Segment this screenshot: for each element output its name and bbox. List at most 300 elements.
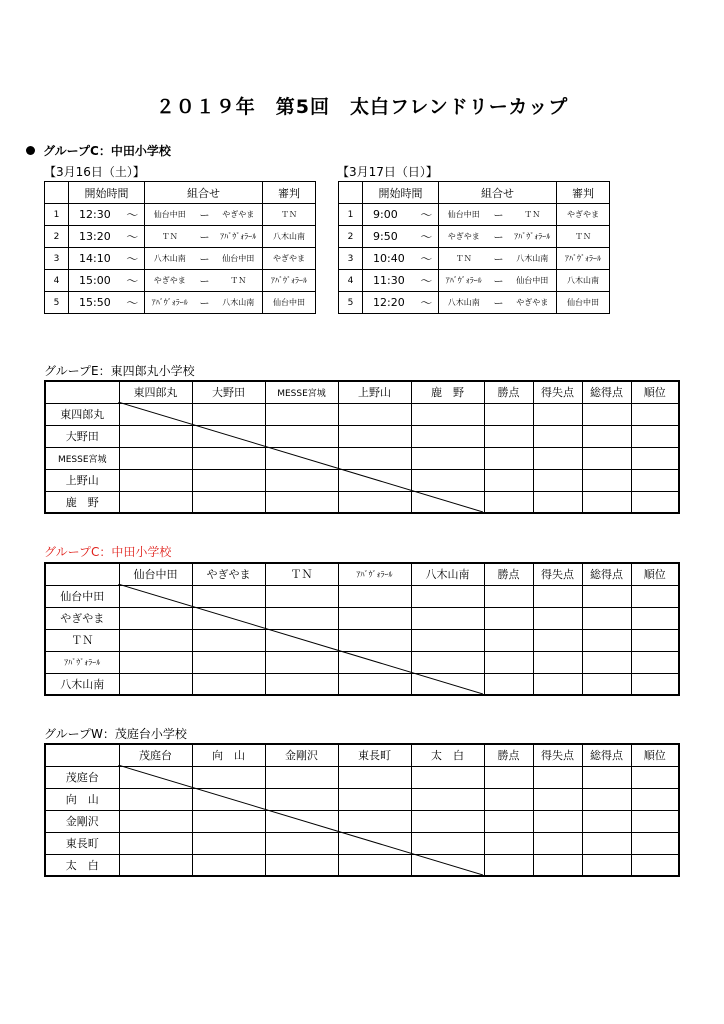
score-cell: [338, 651, 411, 673]
header-referee: 審判: [557, 182, 610, 204]
stat-header: 勝点: [484, 744, 533, 766]
table-row: [45, 788, 679, 810]
score-cell: [631, 491, 679, 513]
match-number: 3: [45, 248, 69, 270]
score-cell: [192, 651, 265, 673]
grid-header-row: [45, 563, 679, 585]
score-cell: [484, 585, 533, 607]
score-cell: [411, 491, 484, 513]
referee: やぎやま: [557, 204, 610, 226]
column-team: ｱﾊﾞｳﾞｫﾗｰﾙ: [338, 563, 411, 585]
header-start-time: 開始時間: [69, 182, 145, 204]
score-cell: [119, 469, 192, 491]
score-cell: [265, 651, 338, 673]
versus-dash: ー: [195, 248, 215, 270]
column-team: 向 山: [192, 744, 265, 766]
table-row: [45, 673, 679, 695]
tilde-separator: ～: [121, 270, 145, 292]
score-cell: [411, 673, 484, 695]
team-a: やぎやま: [145, 270, 195, 292]
score-cell: [484, 673, 533, 695]
score-cell: [192, 854, 265, 876]
score-cell: [631, 403, 679, 425]
schedule-row: [339, 270, 610, 292]
start-time: 15:00: [69, 270, 121, 292]
team-a: 八木山南: [145, 248, 195, 270]
table-row: [45, 651, 679, 673]
tilde-separator: ～: [415, 248, 439, 270]
score-cell: [119, 810, 192, 832]
score-cell: [582, 585, 631, 607]
score-cell: [582, 832, 631, 854]
table-row: [45, 629, 679, 651]
score-cell: [338, 788, 411, 810]
team-b: 八木山南: [509, 248, 557, 270]
column-team: ＴＮ: [265, 563, 338, 585]
score-cell: [338, 491, 411, 513]
row-team: 向 山: [45, 788, 119, 810]
versus-dash: ー: [489, 204, 509, 226]
tilde-separator: ～: [415, 226, 439, 248]
score-cell: [484, 810, 533, 832]
score-cell: [533, 673, 582, 695]
team-a: ｱﾊﾞｳﾞｫﾗｰﾙ: [145, 292, 195, 314]
group-w-heading: グループW：茂庭台小学校: [44, 727, 187, 741]
score-cell: [631, 854, 679, 876]
schedule-header-row: [45, 182, 316, 204]
schedule-row: [339, 226, 610, 248]
versus-dash: ー: [489, 226, 509, 248]
column-team: MESSE宮城: [265, 381, 338, 403]
score-cell: [338, 447, 411, 469]
score-cell: [265, 832, 338, 854]
team-b: 仙台中田: [509, 270, 557, 292]
score-cell: [631, 766, 679, 788]
table-row: [45, 810, 679, 832]
score-cell: [411, 629, 484, 651]
header-no: [339, 182, 363, 204]
group-c-table: [44, 562, 680, 696]
start-time: 12:30: [69, 204, 121, 226]
score-cell: [484, 469, 533, 491]
stat-header: 得失点: [533, 563, 582, 585]
score-cell: [119, 425, 192, 447]
score-cell: [484, 651, 533, 673]
score-cell: [265, 447, 338, 469]
team-a: 仙台中田: [439, 204, 489, 226]
score-cell: [533, 491, 582, 513]
schedule-row: [339, 248, 610, 270]
header-start-time: 開始時間: [363, 182, 439, 204]
group-e-heading: グループE：東四郎丸小学校: [44, 364, 195, 378]
team-b: ｱﾊﾞｳﾞｫﾗｰﾙ: [509, 226, 557, 248]
score-cell: [411, 425, 484, 447]
score-cell: [411, 469, 484, 491]
stat-header: 総得点: [582, 563, 631, 585]
score-cell: [484, 788, 533, 810]
score-cell: [484, 491, 533, 513]
score-cell: [631, 832, 679, 854]
score-cell: [411, 585, 484, 607]
score-cell: [533, 651, 582, 673]
schedule-row: [45, 226, 316, 248]
group-c-schedule-heading: [26, 142, 171, 159]
stat-header: 順位: [631, 744, 679, 766]
versus-dash: ー: [489, 292, 509, 314]
score-cell: [192, 425, 265, 447]
tilde-separator: ～: [415, 204, 439, 226]
page-title: ２０１９年 第5回 太白フレンドリーカップ: [155, 96, 569, 118]
score-cell: [265, 810, 338, 832]
score-cell: [119, 607, 192, 629]
score-cell: [338, 607, 411, 629]
score-cell: [484, 425, 533, 447]
table-row: [45, 832, 679, 854]
team-b: ｱﾊﾞｳﾞｫﾗｰﾙ: [215, 226, 263, 248]
score-cell: [533, 585, 582, 607]
score-cell: [265, 854, 338, 876]
score-cell: [533, 607, 582, 629]
score-cell: [119, 651, 192, 673]
score-cell: [411, 854, 484, 876]
stat-header: 得失点: [533, 381, 582, 403]
score-cell: [192, 629, 265, 651]
start-time: 9:00: [363, 204, 415, 226]
score-cell: [411, 788, 484, 810]
versus-dash: ー: [195, 270, 215, 292]
team-b: やぎやま: [509, 292, 557, 314]
score-cell: [119, 832, 192, 854]
referee: ＴＮ: [263, 204, 316, 226]
group-e-table: [44, 380, 680, 514]
referee: 八木山南: [557, 270, 610, 292]
score-cell: [484, 854, 533, 876]
start-time: 13:20: [69, 226, 121, 248]
referee: ＴＮ: [557, 226, 610, 248]
score-cell: [338, 403, 411, 425]
score-cell: [582, 854, 631, 876]
column-team: 大野田: [192, 381, 265, 403]
score-cell: [582, 491, 631, 513]
referee: ｱﾊﾞｳﾞｫﾗｰﾙ: [263, 270, 316, 292]
score-cell: [119, 403, 192, 425]
score-cell: [265, 766, 338, 788]
referee: ｱﾊﾞｳﾞｫﾗｰﾙ: [557, 248, 610, 270]
table-row: [45, 425, 679, 447]
score-cell: [631, 788, 679, 810]
score-cell: [631, 469, 679, 491]
table-row: [45, 403, 679, 425]
score-cell: [411, 832, 484, 854]
team-a: 仙台中田: [145, 204, 195, 226]
score-cell: [484, 629, 533, 651]
table-row: [45, 607, 679, 629]
column-team: 太 白: [411, 744, 484, 766]
score-cell: [192, 832, 265, 854]
schedule-row: [45, 204, 316, 226]
score-cell: [265, 425, 338, 447]
schedule-row: [45, 248, 316, 270]
score-cell: [192, 491, 265, 513]
table-row: [45, 766, 679, 788]
schedule-row: [339, 292, 610, 314]
header-match: 組合せ: [439, 182, 557, 204]
schedule-header-row: [339, 182, 610, 204]
score-cell: [265, 403, 338, 425]
score-cell: [582, 673, 631, 695]
row-team: ｱﾊﾞｳﾞｫﾗｰﾙ: [45, 651, 119, 673]
score-cell: [192, 469, 265, 491]
score-cell: [582, 651, 631, 673]
score-cell: [582, 607, 631, 629]
score-cell: [484, 766, 533, 788]
score-cell: [631, 425, 679, 447]
schedule-row: [45, 270, 316, 292]
column-team: 鹿 野: [411, 381, 484, 403]
score-cell: [265, 607, 338, 629]
schedule-table-day1: [44, 181, 316, 314]
score-cell: [484, 447, 533, 469]
score-cell: [533, 403, 582, 425]
grid-header-row: [45, 381, 679, 403]
team-b: やぎやま: [215, 204, 263, 226]
row-team: 東四郎丸: [45, 403, 119, 425]
start-time: 15:50: [69, 292, 121, 314]
score-cell: [631, 607, 679, 629]
row-team: 茂庭台: [45, 766, 119, 788]
column-team: 東四郎丸: [119, 381, 192, 403]
score-cell: [484, 403, 533, 425]
score-cell: [192, 810, 265, 832]
column-team: 上野山: [338, 381, 411, 403]
row-team: ＴＮ: [45, 629, 119, 651]
match-number: 5: [45, 292, 69, 314]
header-match: 組合せ: [145, 182, 263, 204]
score-cell: [582, 766, 631, 788]
corner-cell: [45, 744, 119, 766]
team-b: ＴＮ: [215, 270, 263, 292]
score-cell: [533, 832, 582, 854]
column-team: 金剛沢: [265, 744, 338, 766]
score-cell: [411, 766, 484, 788]
start-time: 9:50: [363, 226, 415, 248]
score-cell: [338, 629, 411, 651]
tilde-separator: ～: [415, 292, 439, 314]
score-cell: [338, 854, 411, 876]
score-cell: [192, 447, 265, 469]
match-number: 1: [45, 204, 69, 226]
tilde-separator: ～: [121, 248, 145, 270]
start-time: 14:10: [69, 248, 121, 270]
stat-header: 勝点: [484, 381, 533, 403]
score-cell: [631, 673, 679, 695]
team-a: 八木山南: [439, 292, 489, 314]
score-cell: [631, 447, 679, 469]
row-team: 上野山: [45, 469, 119, 491]
table-row: [45, 854, 679, 876]
versus-dash: ー: [195, 204, 215, 226]
referee: 仙台中田: [263, 292, 316, 314]
row-team: 鹿 野: [45, 491, 119, 513]
schedule-table-day2: [338, 181, 610, 314]
score-cell: [582, 425, 631, 447]
corner-cell: [45, 381, 119, 403]
match-number: 2: [339, 226, 363, 248]
match-number: 4: [339, 270, 363, 292]
match-number: 3: [339, 248, 363, 270]
table-row: [45, 491, 679, 513]
stat-header: 順位: [631, 563, 679, 585]
row-team: 金剛沢: [45, 810, 119, 832]
header-no: [45, 182, 69, 204]
score-cell: [119, 585, 192, 607]
score-cell: [533, 629, 582, 651]
tilde-separator: ～: [415, 270, 439, 292]
tilde-separator: ～: [121, 204, 145, 226]
score-cell: [265, 585, 338, 607]
row-team: 大野田: [45, 425, 119, 447]
score-cell: [631, 585, 679, 607]
column-team: 東長町: [338, 744, 411, 766]
table-row: [45, 469, 679, 491]
score-cell: [582, 469, 631, 491]
column-team: 八木山南: [411, 563, 484, 585]
score-cell: [119, 491, 192, 513]
column-team: 茂庭台: [119, 744, 192, 766]
schedule-row: [339, 204, 610, 226]
score-cell: [338, 832, 411, 854]
score-cell: [484, 832, 533, 854]
grid-header-row: [45, 744, 679, 766]
referee: 仙台中田: [557, 292, 610, 314]
score-cell: [338, 585, 411, 607]
versus-dash: ー: [489, 248, 509, 270]
score-cell: [533, 854, 582, 876]
score-cell: [411, 607, 484, 629]
row-team: 八木山南: [45, 673, 119, 695]
score-cell: [631, 810, 679, 832]
score-cell: [192, 766, 265, 788]
score-cell: [582, 447, 631, 469]
score-cell: [533, 425, 582, 447]
header-referee: 審判: [263, 182, 316, 204]
score-cell: [533, 766, 582, 788]
match-number: 1: [339, 204, 363, 226]
score-cell: [338, 810, 411, 832]
group-c-heading: グループC：中田小学校: [44, 545, 172, 559]
score-cell: [192, 673, 265, 695]
score-cell: [192, 607, 265, 629]
group-c-schedule-heading-text: グループC：中田小学校: [43, 144, 171, 158]
start-time: 11:30: [363, 270, 415, 292]
score-cell: [533, 447, 582, 469]
score-cell: [119, 447, 192, 469]
row-team: やぎやま: [45, 607, 119, 629]
score-cell: [338, 673, 411, 695]
score-cell: [119, 854, 192, 876]
team-b: 仙台中田: [215, 248, 263, 270]
score-cell: [338, 425, 411, 447]
match-number: 4: [45, 270, 69, 292]
referee: 八木山南: [263, 226, 316, 248]
stat-header: 総得点: [582, 744, 631, 766]
team-b: 八木山南: [215, 292, 263, 314]
day1-label: 【3月16日（土）】: [44, 165, 145, 179]
score-cell: [265, 673, 338, 695]
versus-dash: ー: [489, 270, 509, 292]
score-cell: [265, 469, 338, 491]
start-time: 12:20: [363, 292, 415, 314]
score-cell: [533, 469, 582, 491]
versus-dash: ー: [195, 292, 215, 314]
schedule-row: [45, 292, 316, 314]
match-number: 2: [45, 226, 69, 248]
score-cell: [411, 810, 484, 832]
stat-header: 総得点: [582, 381, 631, 403]
score-cell: [582, 629, 631, 651]
score-cell: [265, 491, 338, 513]
team-a: ｱﾊﾞｳﾞｫﾗｰﾙ: [439, 270, 489, 292]
stat-header: 勝点: [484, 563, 533, 585]
score-cell: [192, 788, 265, 810]
row-team: MESSE宮城: [45, 447, 119, 469]
score-cell: [411, 651, 484, 673]
table-row: [45, 585, 679, 607]
score-cell: [119, 629, 192, 651]
table-row: [45, 447, 679, 469]
score-cell: [631, 629, 679, 651]
score-cell: [411, 403, 484, 425]
corner-cell: [45, 563, 119, 585]
bullet-icon: [26, 146, 35, 155]
team-a: ＴＮ: [145, 226, 195, 248]
score-cell: [411, 447, 484, 469]
score-cell: [533, 788, 582, 810]
row-team: 仙台中田: [45, 585, 119, 607]
column-team: 仙台中田: [119, 563, 192, 585]
tilde-separator: ～: [121, 292, 145, 314]
stat-header: 得失点: [533, 744, 582, 766]
team-b: ＴＮ: [509, 204, 557, 226]
versus-dash: ー: [195, 226, 215, 248]
score-cell: [582, 403, 631, 425]
team-a: ＴＮ: [439, 248, 489, 270]
score-cell: [484, 607, 533, 629]
score-cell: [192, 403, 265, 425]
team-a: やぎやま: [439, 226, 489, 248]
score-cell: [265, 629, 338, 651]
score-cell: [582, 810, 631, 832]
group-w-table: [44, 743, 680, 877]
score-cell: [582, 788, 631, 810]
score-cell: [631, 651, 679, 673]
stat-header: 順位: [631, 381, 679, 403]
tilde-separator: ～: [121, 226, 145, 248]
score-cell: [265, 788, 338, 810]
day2-label: 【3月17日（日）】: [337, 165, 438, 179]
column-team: やぎやま: [192, 563, 265, 585]
referee: やぎやま: [263, 248, 316, 270]
score-cell: [338, 469, 411, 491]
score-cell: [533, 810, 582, 832]
score-cell: [119, 788, 192, 810]
score-cell: [192, 585, 265, 607]
start-time: 10:40: [363, 248, 415, 270]
score-cell: [119, 673, 192, 695]
score-cell: [119, 766, 192, 788]
score-cell: [338, 766, 411, 788]
row-team: 東長町: [45, 832, 119, 854]
